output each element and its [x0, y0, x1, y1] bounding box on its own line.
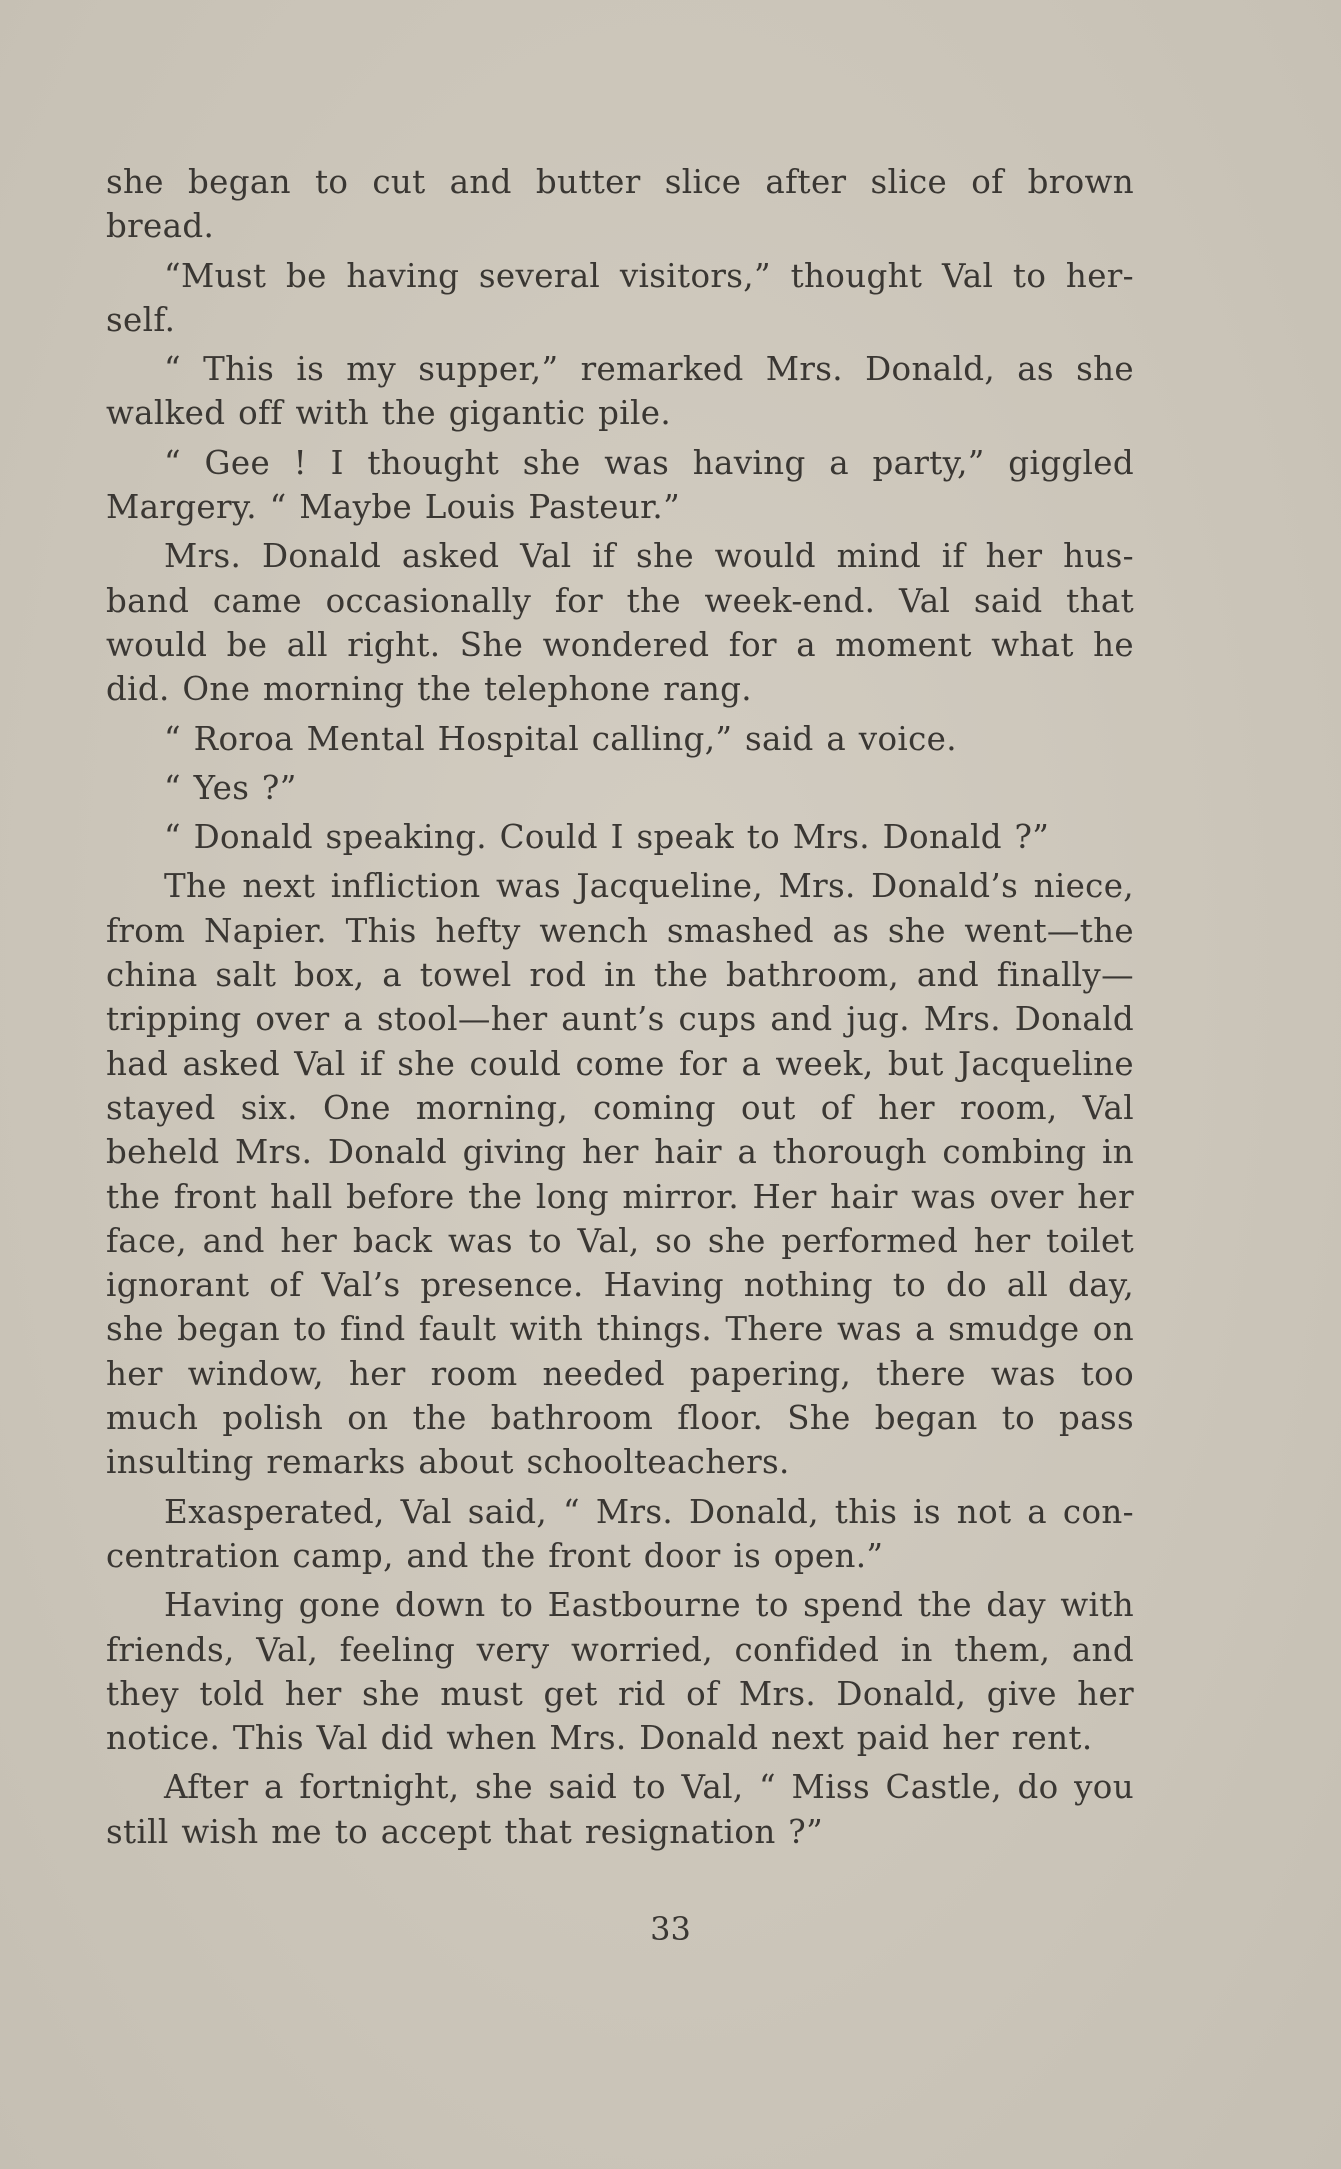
paragraph: “ Yes ?”: [164, 768, 297, 807]
paragraph: Mrs. Donald asked Val if she would mind if her hus-band came occasionally for the week-end. Val said that would be all right. She wondered for a moment what he did. One morning the telephone rang.: [106, 537, 1134, 709]
paragraph: Exasperated, Val said, “ Mrs. Donald, this is not a con-centration camp, and the front door is open.”: [106, 1492, 1134, 1575]
paragraph: “ This is my supper,” remarked Mrs. Donald, as she walked off with the gigantic pile.: [106, 350, 1134, 433]
paragraph: Having gone down to Eastbourne to spend the day with friends, Val, feeling very worried, confided in them, and they told her she must get rid of Mrs. Donald, give her notice. This Val did when Mrs. Donald next paid her rent.: [106, 1586, 1134, 1758]
page-number: 33: [650, 1910, 691, 1948]
paragraph: “ Donald speaking. Could I speak to Mrs. Donald ?”: [164, 818, 1050, 857]
paragraph: “Must be having several visitors,” thought Val to her-self.: [106, 256, 1134, 339]
paragraph: The next infliction was Jacqueline, Mrs. Donald’s niece, from Napier. This hefty wench smashed as she went—the china salt box, a towel rod in the bathroom, and finally—tripping over a stool—her aunt’s cups and jug. Mrs. Donald had asked Val if she could come for a week, but Jacqueline stayed six. One morning, coming out of her room, Val beheld Mrs. Donald giving her hair a thorough combing in the front hall before the long mirror. Her hair was over her face, and her back was to Val, so she performed her toilet ignorant of Val’s presence. Having nothing to do all day, she began to find fault with things. There was a smudge on her window, her room needed papering, there was too much polish on the bathroom floor. She began to pass insulting remarks about schoolteachers.: [106, 867, 1134, 1482]
paragraph: “ Gee ! I thought she was having a party,” giggled Margery. “ Maybe Louis Pasteur.”: [106, 443, 1134, 527]
page-body: [106, 160, 1134, 1859]
paragraph: “ Roroa Mental Hospital calling,” said a voice.: [164, 719, 957, 758]
paragraph: she began to cut and butter slice after slice of brown bread.: [106, 163, 1134, 246]
paragraph: After a fortnight, she said to Val, “ Miss Castle, do you still wish me to accept that resignation ?”: [106, 1768, 1134, 1851]
